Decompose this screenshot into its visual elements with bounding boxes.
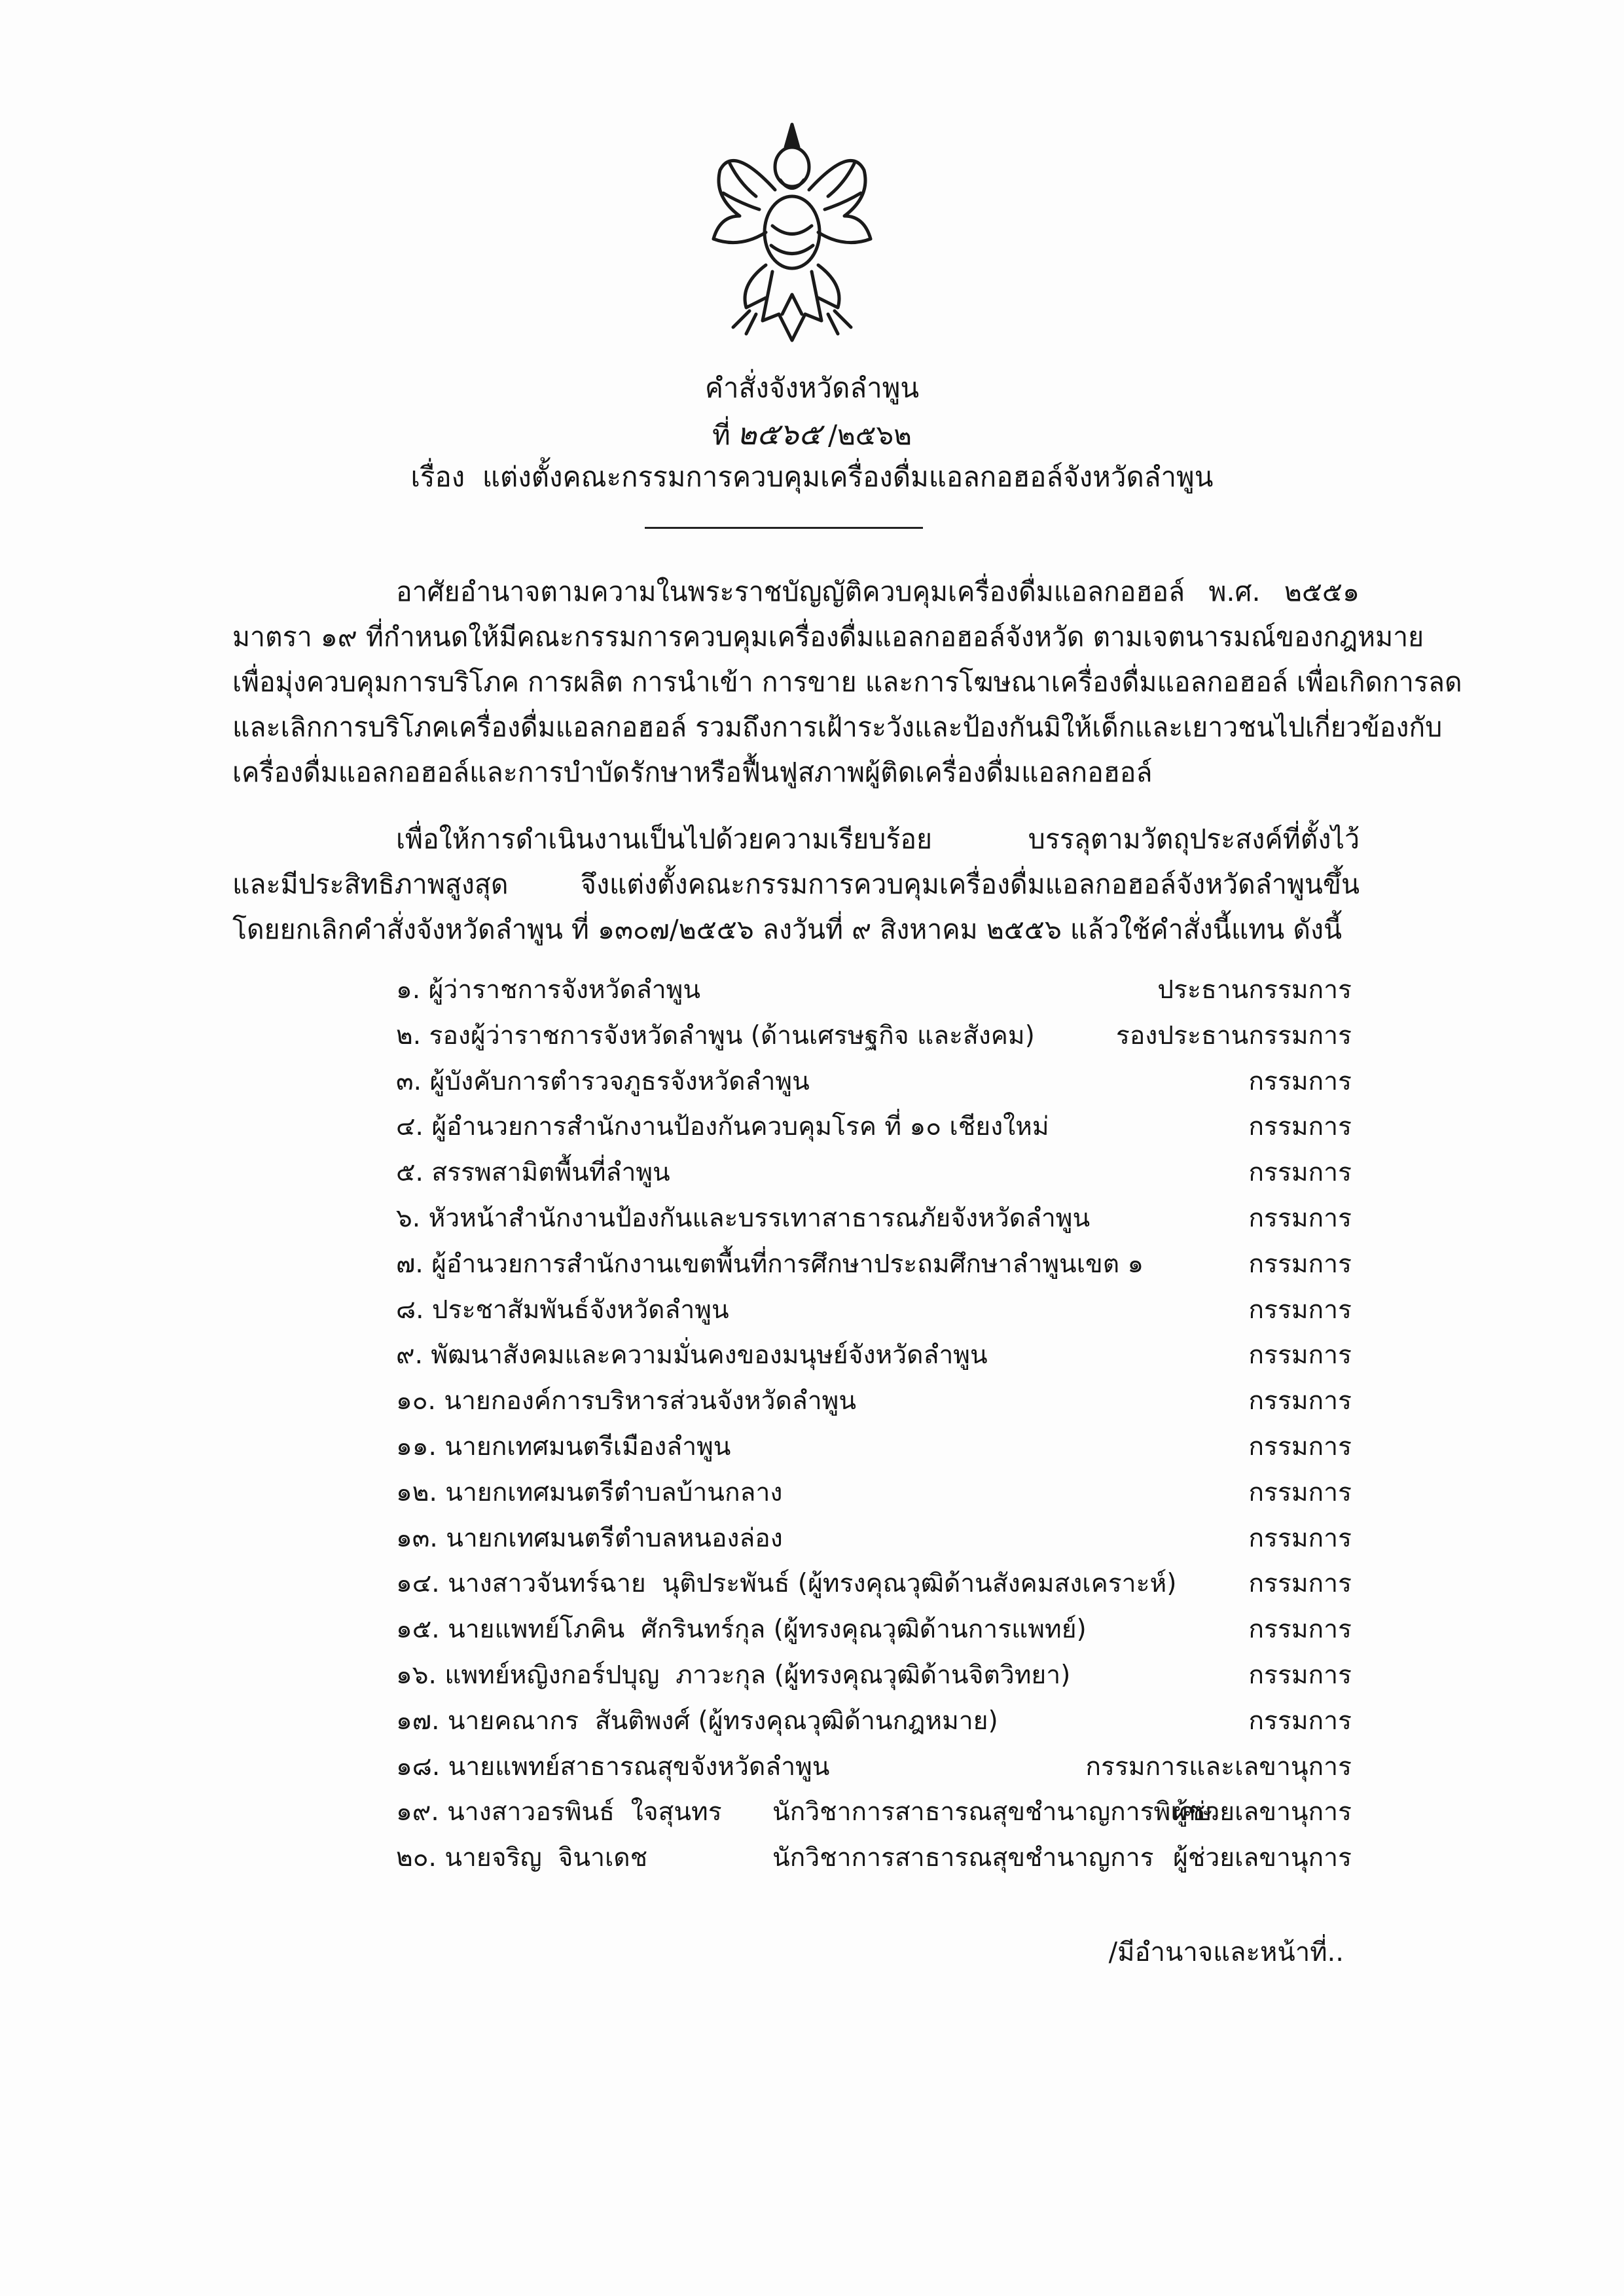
member-row xyxy=(396,1059,1352,1105)
order-number-year: /๒๕๖๒ xyxy=(827,419,912,451)
member-role: กรรมการ xyxy=(1248,1249,1352,1279)
member-number: ๖. xyxy=(396,1203,421,1233)
member-role: ประธานกรรมการ xyxy=(1157,975,1352,1005)
member-entry xyxy=(396,1561,1176,1607)
member-number: ๑๐. xyxy=(396,1386,436,1416)
member-name: นายกเทศมนตรีเมืองลำพูน xyxy=(444,1431,731,1462)
member-name: หัวหน้าสำนักงานป้องกันและบรรเทาสาธารณภัยจังหวัดลำพูน xyxy=(428,1203,1091,1233)
member-number: ๑๒. xyxy=(396,1477,437,1507)
order-number-prefix: ที่ xyxy=(712,419,731,451)
member-position: นักวิชาการสาธารณสุขชำนาญการพิเศษ xyxy=(772,1797,1213,1827)
member-name: นายกองค์การบริหารส่วนจังหวัดลำพูน xyxy=(444,1386,857,1416)
member-role: กรรมการ xyxy=(1248,1386,1352,1416)
subject-text: แต่งตั้งคณะกรรมการควบคุมเครื่องดื่มแอลกอฮอล์จังหวัดลำพูน xyxy=(482,461,1214,493)
handwritten-order-number: ๒๕๖๕ xyxy=(736,416,821,452)
paragraph-line: โดยยกเลิกคำสั่งจังหวัดลำพูน ที่ ๑๓๐๗/๒๕๕๖ ลงวันที่ ๙ สิงหาคม ๒๕๕๖ แล้วใช้คำสั่งนี้แทน ดังนี้ xyxy=(232,914,1343,945)
member-name: นายกเทศมนตรีตำบลหนองล่อง xyxy=(446,1523,783,1553)
paragraph-line: เพื่อมุ่งควบคุมการบริโภค การผลิต การนำเข้า การขาย และการโฆษณาเครื่องดื่มแอลกอฮอล์ เพื่อเกิดการลด xyxy=(232,666,1462,698)
member-name: นายจริญ จินาเดช xyxy=(444,1843,648,1873)
member-role: กรรมการ xyxy=(1248,1706,1352,1736)
member-number: ๑๕. xyxy=(396,1615,440,1645)
member-role: กรรมการ xyxy=(1248,1112,1352,1142)
member-row xyxy=(396,1561,1352,1607)
member-name: พัฒนาสังคมและความมั่นคงของมนุษย์จังหวัดลำพูน xyxy=(431,1340,988,1371)
member-name: นางสาวจันทร์ฉาย นุติประพันธ์ (ผู้ทรงคุณวุฒิด้านสังคมสงเคราะห์) xyxy=(448,1569,1177,1599)
garuda-emblem-icon xyxy=(694,118,890,353)
member-entry xyxy=(396,1516,783,1562)
member-entry xyxy=(396,1789,722,1835)
member-row xyxy=(396,1333,1352,1378)
member-role: รองประธานกรรมการ xyxy=(1115,1020,1352,1050)
member-entry xyxy=(396,1744,829,1790)
member-name: นายคณากร สันติพงศ์ (ผู้ทรงคุณวุฒิด้านกฎหมาย) xyxy=(447,1706,998,1736)
member-row xyxy=(396,1378,1352,1424)
member-number: ๑๖. xyxy=(396,1660,437,1690)
member-role: กรรมการและเลขานุการ xyxy=(1085,1751,1352,1782)
member-row xyxy=(396,1789,1352,1835)
member-row xyxy=(396,1744,1352,1790)
appointment-paragraph xyxy=(232,817,1360,952)
paragraph-line: มาตรา ๑๙ ที่กำหนดให้มีคณะกรรมการควบคุมเครื่องดื่มแอลกอฮอล์จังหวัด ตามเจตนารมณ์ของกฎหมาย xyxy=(232,621,1424,653)
title-divider xyxy=(645,527,923,529)
member-role: ผู้ช่วยเลขานุการ xyxy=(1173,1797,1352,1827)
member-entry xyxy=(396,1013,1035,1059)
member-number: ๑๔. xyxy=(396,1569,440,1599)
member-entry xyxy=(396,1835,647,1881)
member-role: กรรมการ xyxy=(1248,1066,1352,1096)
member-entry xyxy=(396,1698,998,1744)
member-role: กรรมการ xyxy=(1248,1340,1352,1371)
member-number: ๑๑. xyxy=(396,1431,437,1462)
paragraph-line: อาศัยอำนาจตามความในพระราชบัญญัติควบคุมเครื่องดื่มแอลกอฮอล์ พ.ศ. ๒๕๕๑ xyxy=(396,576,1360,607)
member-row xyxy=(396,967,1352,1013)
member-number: ๒๐. xyxy=(396,1843,437,1873)
member-role: กรรมการ xyxy=(1248,1295,1352,1325)
member-number: ๗. xyxy=(396,1249,424,1279)
member-row xyxy=(396,1424,1352,1470)
member-number: ๙. xyxy=(396,1340,423,1371)
member-entry xyxy=(396,1333,988,1378)
order-title: คำสั่งจังหวัดลำพูน xyxy=(704,372,920,404)
member-name: สรรพสามิตพื้นที่ลำพูน xyxy=(431,1158,670,1188)
continuation-note: /มีอำนาจและหน้าที่.. xyxy=(1108,1937,1344,1967)
member-name: ผู้ว่าราชการจังหวัดลำพูน xyxy=(428,975,700,1005)
member-row xyxy=(396,1698,1352,1744)
member-number: ๔. xyxy=(396,1112,424,1142)
member-number: ๕. xyxy=(396,1158,424,1188)
member-entry xyxy=(396,1424,731,1470)
member-name: รองผู้ว่าราชการจังหวัดลำพูน (ด้านเศรษฐกิจ และสังคม) xyxy=(429,1020,1035,1050)
member-name: นางสาวอรพินธ์ ใจสุนทร xyxy=(447,1797,722,1827)
member-entry xyxy=(396,1378,856,1424)
member-name: ประชาสัมพันธ์จังหวัดลำพูน xyxy=(431,1295,729,1325)
member-row xyxy=(396,1607,1352,1653)
member-name: ผู้อำนวยการสำนักงานเขตพื้นที่การศึกษาประถมศึกษาลำพูนเขต ๑ xyxy=(431,1249,1144,1279)
member-row xyxy=(396,1470,1352,1516)
member-number: ๑๓. xyxy=(396,1523,438,1553)
member-entry xyxy=(396,1242,1144,1287)
member-number: ๓. xyxy=(396,1066,422,1096)
member-position: นักวิชาการสาธารณสุขชำนาญการ xyxy=(772,1843,1154,1873)
member-row xyxy=(396,1287,1352,1333)
subject-label: เรื่อง xyxy=(410,461,465,493)
member-entry xyxy=(396,1059,810,1105)
member-row xyxy=(396,1242,1352,1287)
member-entry xyxy=(396,1470,782,1516)
member-row xyxy=(396,1196,1352,1242)
member-name: นายแพทย์โภคิน ศักรินทร์กุล (ผู้ทรงคุณวุฒิด้านการแพทย์) xyxy=(448,1615,1087,1645)
member-number: ๑๘. xyxy=(396,1751,441,1782)
member-role: กรรมการ xyxy=(1248,1158,1352,1188)
member-name: นายแพทย์สาธารณสุขจังหวัดลำพูน xyxy=(448,1751,830,1782)
member-entry xyxy=(396,1196,1090,1242)
member-role: กรรมการ xyxy=(1248,1615,1352,1645)
member-role: กรรมการ xyxy=(1248,1431,1352,1462)
member-entry xyxy=(396,1653,1070,1698)
order-number xyxy=(0,416,1624,452)
member-role: กรรมการ xyxy=(1248,1523,1352,1553)
member-role: กรรมการ xyxy=(1248,1569,1352,1599)
member-row xyxy=(396,1104,1352,1150)
member-number: ๑๙. xyxy=(396,1797,439,1827)
member-name: ผู้อำนวยการสำนักงานป้องกันควบคุมโรค ที่ ๑๐ เชียงใหม่ xyxy=(431,1112,1049,1142)
member-number: ๒. xyxy=(396,1020,422,1050)
member-entry xyxy=(396,1150,670,1196)
member-name: ผู้บังคับการตำรวจภูธรจังหวัดลำพูน xyxy=(429,1066,810,1096)
committee-member-list xyxy=(396,967,1352,1881)
member-row xyxy=(396,1013,1352,1059)
preamble-paragraph xyxy=(232,569,1462,795)
member-name: นายกเทศมนตรีตำบลบ้านกลาง xyxy=(445,1477,783,1507)
member-entry xyxy=(396,1104,1049,1150)
paragraph-line: และมีประสิทธิภาพสูงสุด จึงแต่งตั้งคณะกรรมการควบคุมเครื่องดื่มแอลกอฮอล์จังหวัดลำพูนขึ้น xyxy=(232,869,1360,900)
member-role: กรรมการ xyxy=(1248,1203,1352,1233)
member-row xyxy=(396,1516,1352,1562)
member-row xyxy=(396,1835,1352,1881)
member-role: ผู้ช่วยเลขานุการ xyxy=(1173,1843,1352,1873)
member-role: กรรมการ xyxy=(1248,1660,1352,1690)
paragraph-line: เครื่องดื่มแอลกอฮอล์และการบำบัดรักษาหรือฟื้นฟูสภาพผู้ติดเครื่องดื่มแอลกอฮอล์ xyxy=(232,757,1153,788)
member-entry xyxy=(396,1287,729,1333)
member-name: แพทย์หญิงกอร์ปบุญ ภาวะกุล (ผู้ทรงคุณวุฒิด้านจิตวิทยา) xyxy=(444,1660,1071,1690)
order-subject xyxy=(0,463,1624,491)
member-role: กรรมการ xyxy=(1248,1477,1352,1507)
member-row xyxy=(396,1150,1352,1196)
member-row xyxy=(396,1653,1352,1698)
member-number: ๘. xyxy=(396,1295,424,1325)
paragraph-line: และเลิกการบริโภคเครื่องดื่มแอลกอฮอล์ รวมถึงการเฝ้าระวังและป้องกันมิให้เด็กและเยาวชนไปเกี่ยวข้องกับ xyxy=(232,711,1443,743)
paragraph-line: เพื่อให้การดำเนินงานเป็นไปด้วยความเรียบร้อย บรรลุตามวัตถุประสงค์ที่ตั้งไว้ xyxy=(396,823,1360,855)
member-number: ๑๗. xyxy=(396,1706,440,1736)
member-entry xyxy=(396,1607,1087,1653)
member-number: ๑. xyxy=(396,975,421,1005)
member-entry xyxy=(396,967,700,1013)
